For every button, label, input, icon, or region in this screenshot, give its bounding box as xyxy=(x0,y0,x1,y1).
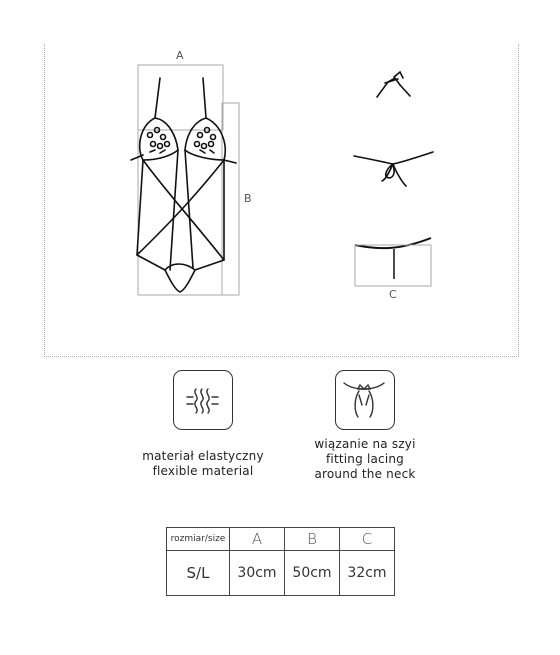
neck-tie-icon xyxy=(335,370,395,430)
size-table xyxy=(166,527,395,596)
size-table-header xyxy=(167,528,395,551)
bodysuit-illustration xyxy=(131,78,236,292)
table-row xyxy=(167,551,395,596)
value-cell-c: 32cm xyxy=(340,551,395,596)
size-header-label: rozmiar/size xyxy=(167,528,230,551)
feature-line-en-1: fitting lacing xyxy=(326,452,404,466)
feature-line-pl: materiał elastyczny xyxy=(142,449,264,463)
feature-line-pl: wiązanie na szyi xyxy=(314,437,416,451)
feature-flexible-material xyxy=(130,449,276,479)
feature-line-en: flexible material xyxy=(152,464,254,478)
size-header-c: C xyxy=(340,528,395,551)
size-header-a: A xyxy=(230,528,285,551)
size-cell: S/L xyxy=(167,551,230,596)
bottom-detail xyxy=(355,238,431,286)
feature-line-en-2: around the neck xyxy=(314,467,416,481)
dim-b-label: B xyxy=(244,192,252,205)
feature-neck-lacing xyxy=(290,437,440,482)
size-header-b: B xyxy=(285,528,340,551)
back-strap-detail xyxy=(354,152,433,186)
stretch-icon xyxy=(173,370,233,430)
dim-a-label: A xyxy=(176,49,184,62)
value-cell-a: 30cm xyxy=(230,551,285,596)
value-cell-b: 50cm xyxy=(285,551,340,596)
neck-tie-detail xyxy=(377,72,410,97)
dim-c-label: C xyxy=(389,288,397,301)
